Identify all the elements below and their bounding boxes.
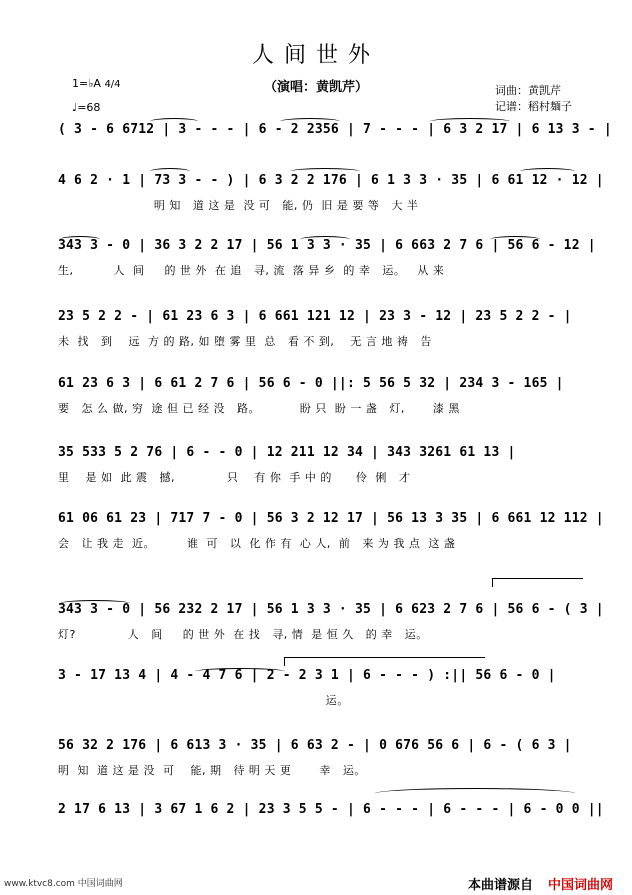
lyrics-row: 会 让 我 走 近。 谁 可 以 化 作 有 心 人, 前 来 为 我 点 这 盏 <box>58 537 456 550</box>
footer-source-site: 中国词曲网 <box>548 878 614 893</box>
lyrics-row: 生, 人 间 的 世 外 在 追 寻, 流 落 异 乡 的 幸 运。 从 来 <box>58 264 445 277</box>
notation-row: 343 3 - 0 | 56 232 2 17 | 56 1 3 3 · 35 | 6 623 2 7 6 | 56 6 - ( 3 | <box>58 602 604 617</box>
tie-arc <box>280 118 340 125</box>
footer-site-url: www.ktvc8.com 中国词曲网 <box>4 879 123 889</box>
lyrics-row: 灯? 人 间 的 世 外 在 找 寻, 情 是 恒 久 的 幸 运。 <box>58 628 428 641</box>
tie-arc <box>195 668 285 675</box>
tie-arc <box>150 118 198 125</box>
notation-row: ( 3 - 6 6712 | 3 - - - | 6 - 2 2356 | 7 - - - | 6 3 2 17 | 6 13 3 - | <box>58 122 612 137</box>
tie-arc <box>60 236 100 243</box>
notation-row: 2 17 6 13 | 3 67 1 6 2 | 23 3 5 5 - | 6 - - - | 6 - - - | 6 - 0 0 || <box>58 802 604 817</box>
song-title: 人间世外 <box>251 43 380 68</box>
singer-credit: （演唱：黄凯芹） <box>263 80 368 95</box>
volta-bracket-1 <box>492 578 583 587</box>
tie-arc <box>150 168 190 175</box>
tie-arc <box>490 236 540 243</box>
tie-arc <box>60 600 130 607</box>
notation-row: 61 23 6 3 | 6 61 2 7 6 | 56 6 - 0 ||: 5 56 5 32 | 234 3 - 165 | <box>58 376 564 391</box>
notation-row: 23 5 2 2 - | 61 23 6 3 | 6 661 121 12 | 23 3 - 12 | 23 5 2 2 - | <box>58 309 572 324</box>
notation-row: 343 3 - 0 | 36 3 2 2 17 | 56 1 3 3 · 35 | 6 663 2 7 6 | 56 6 - 12 | <box>58 238 596 253</box>
notation-row: 56 32 2 176 | 6 613 3 · 35 | 6 63 2 - | 0 676 56 6 | 6 - ( 6 3 | <box>58 738 572 753</box>
tie-arc <box>375 788 575 799</box>
lyrics-row: 要 怎 么 做, 穷 途 但 已 经 没 路。 盼 只 盼 一 盏 灯, 漆 黑 <box>58 402 460 415</box>
notation-row: 61 06 61 23 | 717 7 - 0 | 56 3 2 12 17 | 56 13 3 35 | 6 661 12 112 | <box>58 511 604 526</box>
time-signature: 4/4 <box>104 79 121 90</box>
lyricist-composer: 词曲：黄凯芹 <box>495 84 561 97</box>
lyrics-row: 明 知 道 这 是 没 可 能, 期 待 明 天 更 幸 运。 <box>58 764 366 777</box>
lyrics-row: 里 是 如 此 震 撼, 只 有 你 手 中 的 伶 俐 才 <box>58 471 411 484</box>
footer-source-label: 本曲谱源自 <box>468 878 534 893</box>
tie-arc <box>430 118 510 125</box>
notation-row: 3 - 17 13 4 | 4 - 4 7 6 | 2 - 2 3 1 | 6 - - - ) :|| 56 6 - 0 | <box>58 668 556 683</box>
key-text: 1=♭A <box>72 77 101 90</box>
notation-row: 35 533 5 2 76 | 6 - - 0 | 12 211 12 34 | 343 3261 61 13 | <box>58 445 516 460</box>
lyrics-row: 明 知 道 这 是 没 可 能, 仍 旧 是 要 等 大 半 <box>58 199 419 212</box>
lyrics-row: 运。 <box>58 694 349 707</box>
tie-arc <box>290 168 360 175</box>
tie-arc <box>520 168 575 175</box>
notation-row: 4 6 2 · 1 | 73 3 - - ) | 6 3 2 2 176 | 6 1 3 3 · 35 | 6 61 12 · 12 | <box>58 173 604 188</box>
volta-bracket-1b <box>284 657 485 666</box>
tie-arc <box>300 236 350 243</box>
transcriber: 记谱：稻村麺子 <box>495 100 572 113</box>
key-signature <box>72 77 121 90</box>
lyrics-row: 未 找 到 远 方 的 路, 如 堕 雾 里 总 看 不 到, 无 言 地 祷 告 <box>58 335 432 348</box>
tempo-marking: ♩=68 <box>72 101 101 114</box>
